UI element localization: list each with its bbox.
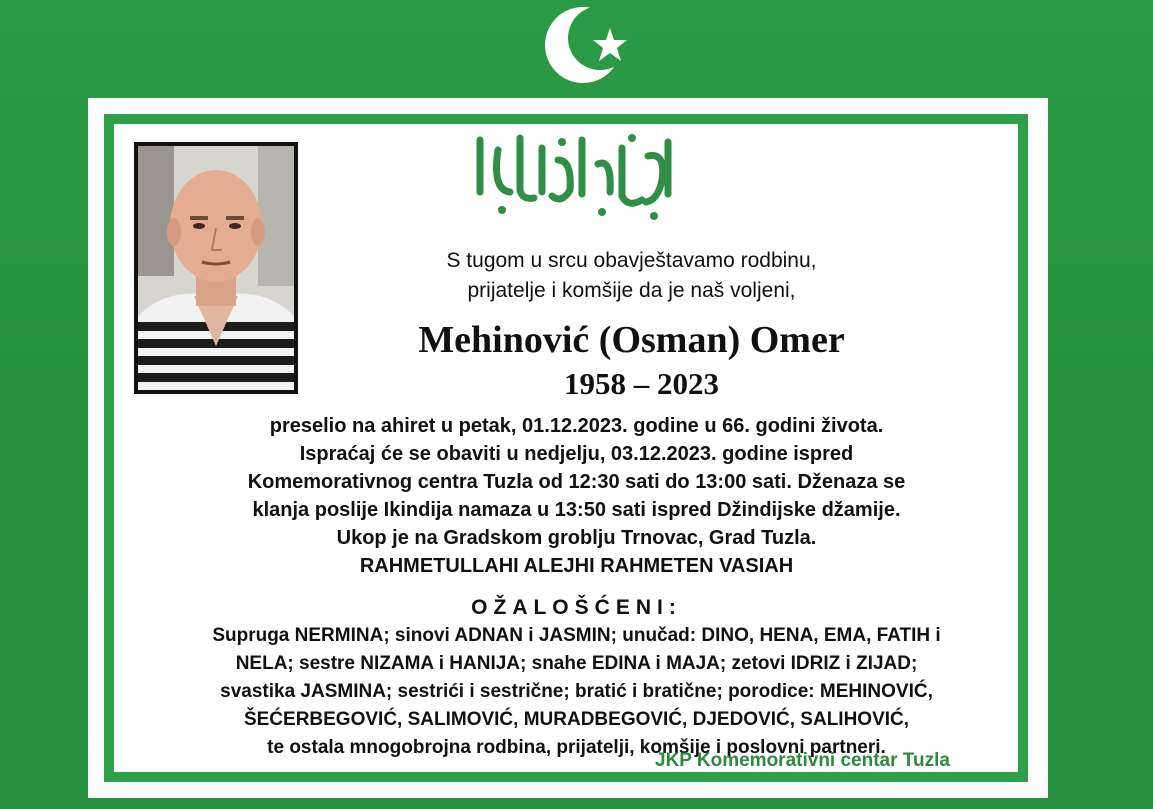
announcement-body — [0, 412, 1153, 580]
mourners-line: ŠEĆERBEGOVIĆ, SALIMOVIĆ, MURADBEGOVIĆ, DJEDOVIĆ, SALIHOVIĆ, — [243, 709, 910, 730]
mourners-list — [0, 622, 1153, 762]
body-line: klanja poslije Ikindija namaza u 13:50 sati ispred Džindijske džamije. — [252, 499, 901, 521]
body-line: preselio na ahiret u petak, 01.12.2023. godine u 66. godini života. — [269, 415, 884, 437]
intro-text — [0, 246, 1153, 306]
body-line: Ispraćaj će se obaviti u nedjelju, 03.12.2023. godine ispred — [299, 443, 854, 465]
mourners-line: Supruga NERMINA; sinovi ADNAN i JASMIN; unučad: DINO, HENA, EMA, FATIH i — [212, 625, 941, 646]
mourners-line: svastika JASMINA; sestrići i sestrične; bratić i bratične; porodice: MEHINOVIĆ, — [220, 681, 933, 702]
prayer-line: RAHMETULLAHI ALEJHI RAHMETEN VASIAH — [359, 555, 794, 577]
deceased-name: Mehinović (Osman) Omer — [418, 319, 845, 361]
intro-line: prijatelje i komšije da je naš voljeni, — [467, 279, 796, 302]
footer-organization: JKP Komemorativni centar Tuzla — [655, 750, 950, 771]
body-line: Komemorativnog centra Tuzla od 12:30 sati do 13:00 sati. Dženaza se — [247, 471, 906, 493]
body-line: Ukop je na Gradskom groblju Trnovac, Grad Tuzla. — [336, 527, 817, 549]
intro-line: S tugom u srcu obavještavamo rodbinu, — [446, 249, 817, 272]
mourners-line: NELA; sestre NIZAMA i HANIJA; snahe EDINA i MAJA; zetovi IDRIZ i ZIJAD; — [235, 653, 918, 674]
life-years: 1958 – 2023 — [564, 366, 719, 401]
mourners-line: te ostala mnogobrojna rodbina, prijatelji, komšije i poslovni partneri. — [267, 737, 886, 758]
mourners-heading: OŽALOŠĆENI: — [471, 596, 682, 619]
arabic-calligraphy — [462, 120, 682, 228]
crescent-star-icon — [538, 0, 648, 95]
